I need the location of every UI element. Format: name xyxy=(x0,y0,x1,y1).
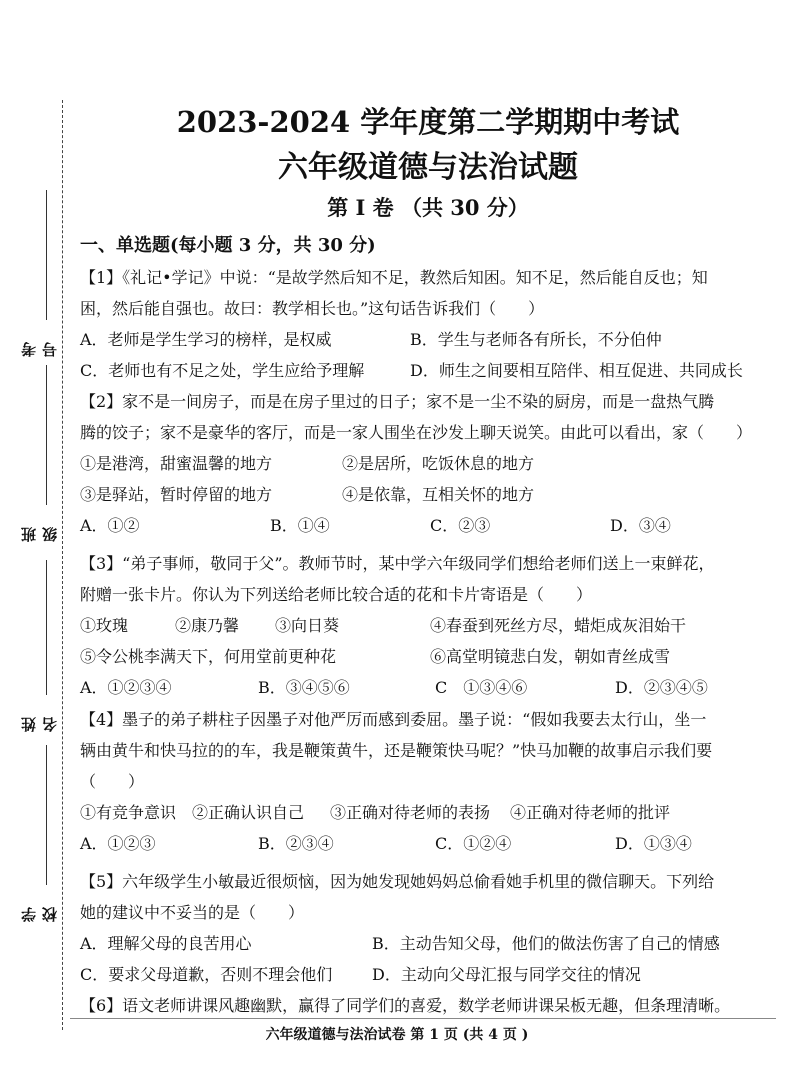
question-2-stem-line-2: 腾的饺子；家不是豪华的客厅，而是一家人围坐在沙发上聊天说笑。由此可以看出，家（ ） xyxy=(80,423,753,442)
question-4-statement-2: ②正确认识自己 xyxy=(192,803,305,822)
question-3-option-d[interactable]: D．②③④⑤ xyxy=(615,678,708,697)
question-1-options-row-2 xyxy=(80,355,776,386)
question-3-stem-line-1: 【3】“弟子事师，敬同于父”。教师节时，某中学六年级同学们想给老师们送上一束鲜花， xyxy=(80,554,715,573)
question-5-option-b[interactable]: B．主动告知父母，他们的做法伤害了自己的情感 xyxy=(372,934,720,953)
question-2-option-d[interactable]: D．③④ xyxy=(610,516,671,535)
question-3-options-row xyxy=(80,672,776,703)
footer-divider xyxy=(70,1018,776,1019)
question-4-statement-1: ①有竞争意识 xyxy=(80,803,177,822)
question-1-option-b[interactable]: B．学生与老师各有所长，不分伯仲 xyxy=(410,330,662,349)
question-4 xyxy=(80,704,776,859)
question-3 xyxy=(80,548,776,703)
question-6-stem-line-1: 【6】语文老师讲课风趣幽默，赢得了同学们的喜爱，数学老师讲课呆板无趣，但条理清晰。 xyxy=(80,996,731,1015)
question-3-statements-row-2 xyxy=(80,641,776,672)
question-4-statement-4: ④正确对待老师的批评 xyxy=(510,803,671,822)
question-2-stem-line-1: 【2】家不是一间房子，而是在房子里过的日子；家不是一尘不染的厨房，而是一盘热气腾 xyxy=(80,392,715,411)
question-3-statement-3: ③向日葵 xyxy=(275,616,340,635)
question-2-statement-1: ①是港湾，甜蜜温馨的地方 xyxy=(80,454,273,473)
question-1-option-c[interactable]: C．老师也有不足之处，学生应给予理解 xyxy=(80,361,365,380)
name-label: 姓名 xyxy=(20,713,59,732)
school-fill-line[interactable] xyxy=(46,745,47,885)
question-3-statement-4: ④春蚕到死丝方尽，蜡炬成灰泪始干 xyxy=(430,616,687,635)
question-5-options-row-1 xyxy=(80,928,776,959)
question-3-statements-row-1 xyxy=(80,610,776,641)
question-4-option-d[interactable]: D．①③④ xyxy=(615,834,692,853)
exam-no-fill-line[interactable] xyxy=(46,190,47,320)
exam-title: 2023-2024 学年度第二学期期中考试 xyxy=(176,105,680,139)
page-footer: 六年级道德与法治试卷 第 1 页 (共 4 页 ) xyxy=(265,1027,529,1043)
section-heading: 一、单选题(每小题 3 分，共 30 分) xyxy=(80,235,376,256)
school-label: 学校 xyxy=(20,903,59,922)
question-3-option-a[interactable]: A．①②③④ xyxy=(80,678,172,697)
class-fill-line[interactable] xyxy=(46,365,47,505)
question-1 xyxy=(80,262,776,386)
question-3-statement-5: ⑤令公桃李满天下，何用堂前更种花 xyxy=(80,647,337,666)
question-4-option-a[interactable]: A．①②③ xyxy=(80,834,156,853)
question-3-stem-line-2: 附赠一张卡片。你认为下列送给老师比较合适的花和卡片寄语是（ ） xyxy=(80,585,593,604)
question-3-statement-6: ⑥高堂明镜悲白发，朝如青丝成雪 xyxy=(430,647,671,666)
question-3-option-c[interactable]: C ①③④⑥ xyxy=(435,678,528,697)
question-2-option-c[interactable]: C．②③ xyxy=(430,516,491,535)
question-2-statement-3: ③是驿站，暂时停留的地方 xyxy=(80,485,273,504)
question-3-statement-2: ②康乃馨 xyxy=(175,616,240,635)
question-4-options-row xyxy=(80,828,776,859)
question-3-statement-1: ①玫瑰 xyxy=(80,616,129,635)
question-2 xyxy=(80,386,776,541)
question-1-option-a[interactable]: A．老师是学生学习的榜样，是权威 xyxy=(80,330,332,349)
question-4-statements-row xyxy=(80,797,776,828)
question-5-option-d[interactable]: D．主动向父母汇报与同学交往的情况 xyxy=(372,965,641,984)
question-3-option-b[interactable]: B．③④⑤⑥ xyxy=(258,678,350,697)
volume-heading: 第 I 卷 （共 30 分） xyxy=(327,195,529,220)
question-2-statements-row-2 xyxy=(80,479,776,510)
question-1-stem-line-2: 困，然后能自强也。故曰：教学相长也。”这句话告诉我们（ ） xyxy=(80,299,545,318)
question-2-statement-2: ②是居所，吃饭休息的地方 xyxy=(342,454,535,473)
question-2-statements-row-1 xyxy=(80,448,776,479)
question-5-option-c[interactable]: C．要求父母道歉，否则不理会他们 xyxy=(80,965,333,984)
question-6 xyxy=(80,990,776,1021)
question-4-stem-line-1: 【4】墨子的弟子耕柱子因墨子对他严厉而感到委屈。墨子说：“假如我要去太行山，坐一 xyxy=(80,710,707,729)
exam-subtitle: 六年级道德与法治试题 xyxy=(278,150,578,185)
question-4-stem-line-2: 辆由黄牛和快马拉的的车，我是鞭策黄牛，还是鞭策快马呢？”快马加鞭的故事启示我们要 xyxy=(80,741,713,760)
question-4-stem-line-3: （ ） xyxy=(80,772,145,791)
binding-margin xyxy=(0,0,66,1072)
question-5-stem-line-1: 【5】六年级学生小敏最近很烦恼，因为她发现她妈妈总偷看她手机里的微信聊天。下列给 xyxy=(80,872,715,891)
question-2-options-row xyxy=(80,510,776,541)
question-1-option-d[interactable]: D．师生之间要相互陪伴、相互促进、共同成长 xyxy=(410,361,743,380)
question-1-options-row-1 xyxy=(80,324,776,355)
question-4-option-b[interactable]: B．②③④ xyxy=(258,834,334,853)
question-5 xyxy=(80,866,776,990)
binding-dashed-line xyxy=(62,100,63,1030)
exam-no-label: 考号 xyxy=(20,338,59,357)
question-2-statement-4: ④是依靠，互相关怀的地方 xyxy=(342,485,535,504)
question-5-options-row-2 xyxy=(80,959,776,990)
question-5-option-a[interactable]: A．理解父母的良苦用心 xyxy=(80,934,252,953)
question-5-stem-line-2: 她的建议中不妥当的是（ ） xyxy=(80,903,305,922)
question-4-statement-3: ③正确对待老师的表扬 xyxy=(330,803,491,822)
class-label: 班级 xyxy=(20,523,59,542)
question-2-option-a[interactable]: A．①② xyxy=(80,516,140,535)
question-4-option-c[interactable]: C．①②④ xyxy=(435,834,512,853)
name-fill-line[interactable] xyxy=(46,560,47,695)
question-1-stem-line-1: 【1】《礼记•学记》中说：“是故学然后知不足，教然后知困。知不足，然后能自反也；知 xyxy=(80,268,708,287)
question-2-option-b[interactable]: B．①④ xyxy=(270,516,330,535)
